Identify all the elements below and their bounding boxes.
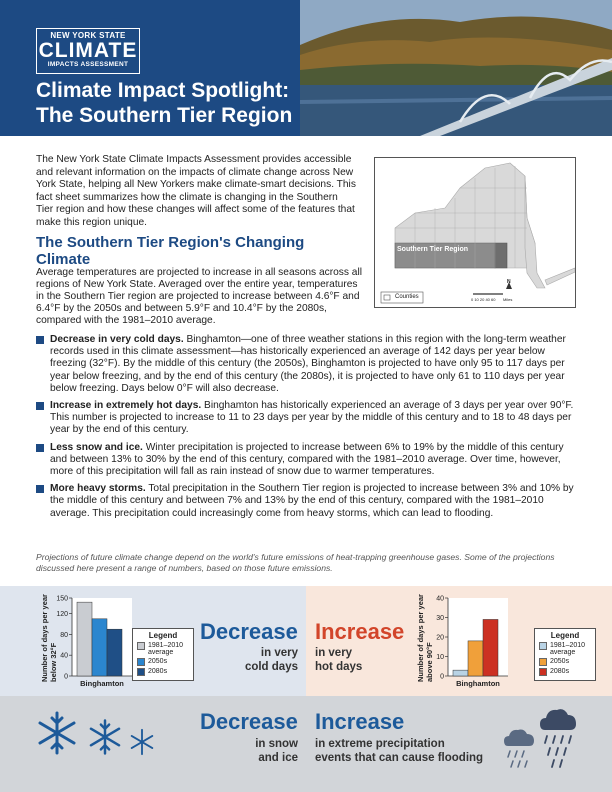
bullet-lead: More heavy storms. <box>50 483 146 495</box>
hot-chart-bar <box>453 670 468 676</box>
cold-chart-tick-label: 150 <box>56 595 68 603</box>
bullet-lead: Increase in extremely hot days. <box>50 400 202 412</box>
title-line1: Climate Impact Spotlight: <box>36 79 290 102</box>
hot-panel-heading: Increase <box>315 619 405 644</box>
logo-line2: CLIMATE <box>38 39 138 62</box>
legend-swatch <box>539 668 547 676</box>
cold-panel-sub2: cold days <box>244 661 298 673</box>
projections-note: Projections of future climate change depend on the world's future emissions of heat-trapping greenhouse gases. Some of the projections discussed here present a range of numbers, based on those future emissions. <box>36 552 555 573</box>
hot-chart-bar <box>483 619 498 676</box>
legend-item <box>137 668 189 676</box>
flood-panel-sub1: in extreme precipitation <box>315 738 445 750</box>
section-paragraph: Average temperatures are projected to increase in all seasons across all regions of New York State. Averaged over the entire year, temperatures in the Southern Tier region are projected to increase between 4.6°F and 6.4°F by the 2050s and between 5.9°F and 10.4°F by the 2080s, compared with the 1981–2010 average. <box>36 267 362 327</box>
bullet-lead: Less snow and ice. <box>50 441 143 453</box>
snow-panel-sub1: in snow <box>255 738 298 750</box>
hot-chart-tick-label: 0 <box>440 673 444 681</box>
snowflake-icon <box>128 728 156 756</box>
cold-chart-legend <box>132 628 194 681</box>
legend-label: 2080s <box>148 668 168 675</box>
legend-item <box>539 668 591 676</box>
hot-days-panel <box>306 586 612 696</box>
cold-panel-sub1: in very <box>260 647 298 659</box>
ny-map-graphic <box>375 158 576 308</box>
hot-chart-legend <box>534 628 596 681</box>
map-scale-label: 0 10 20 40 60 <box>471 297 496 302</box>
intro-text: The New York State Climate Impacts Assessment provides accessible and relevant information on the impacts of climate change across New York State, helping all New Yorkers make climate-smart decisions. This fact sheet summarizes how the climate is changing in the Southern Tier region and how these changes will affect some of the features that make this region unique. <box>36 154 356 228</box>
legend-swatch <box>137 658 145 666</box>
cold-chart-tick-label: 40 <box>60 652 68 660</box>
list-item <box>36 442 576 479</box>
bullet-square <box>36 402 44 410</box>
bridge-photo <box>300 0 612 136</box>
map-north-label: N <box>507 279 511 285</box>
nys-climate-logo <box>36 28 140 74</box>
list-item <box>36 400 576 437</box>
legend-label: 1981–2010 average <box>550 642 586 656</box>
header-banner <box>0 0 612 136</box>
snowflake-icon <box>86 718 124 756</box>
bullet-square <box>36 336 44 344</box>
region-map <box>374 157 576 308</box>
logo-line1: NEW YORK STATE <box>50 31 126 40</box>
cold-panel-heading: Decrease <box>200 619 298 644</box>
bullet-lead: Decrease in very cold days. <box>50 334 184 345</box>
logo-line3: IMPACTS ASSESSMENT <box>47 61 129 68</box>
cold-chart-bar <box>77 602 92 676</box>
legend-swatch <box>137 668 145 676</box>
snow-panel-sub2: and ice <box>258 752 298 764</box>
hot-chart-bar <box>468 641 483 676</box>
flood-panel-heading: Increase <box>315 709 405 734</box>
snow-panel <box>0 696 306 792</box>
cold-chart-bar <box>92 619 107 676</box>
title-line2: The Southern Tier Region <box>36 104 293 127</box>
legend-swatch <box>539 642 547 650</box>
legend-item <box>137 658 189 666</box>
bullet-text: Winter precipitation is projected to increase between 6% to 19% by the middle of this century and between 13% to 30% by the end of this century, compared with the 1981–2010 average. Over time, however, more of this precipitation will fall as rain instead of snow due to warmer temperatures. <box>50 441 564 478</box>
map-scale-unit: Miles <box>503 297 513 302</box>
legend-item <box>539 642 591 656</box>
legend-item <box>137 642 189 656</box>
flood-panel-sub2: events that can cause flooding <box>315 752 484 764</box>
list-item <box>36 483 576 520</box>
legend-title: Legend <box>550 631 580 640</box>
hot-chart-tick-label: 10 <box>436 654 444 661</box>
cold-chart-category-label: Binghamton <box>80 679 124 688</box>
hot-chart-ylabel: Number of days per year above 90°F <box>416 594 434 682</box>
legend-label: 1981–2010 average <box>148 642 184 656</box>
list-item <box>36 334 576 395</box>
storm-cloud-icon <box>502 726 536 772</box>
legend-title: Legend <box>148 631 178 640</box>
hot-chart-tick-label: 20 <box>436 634 444 642</box>
legend-item <box>539 658 591 666</box>
bullet-square <box>36 485 44 493</box>
hot-panel-sub2: hot days <box>315 661 363 673</box>
hot-panel-sub1: in very <box>315 647 353 659</box>
page-title <box>36 78 292 128</box>
bullet-text: Total precipitation in the Southern Tier region is projected to increase between 3% and 10% by the middle of this century and between 7% and 13% by the end of this century, compared with the 1981–2010 average. This precipitation could increasingly come from heavy storms, which can lead to flooding. <box>50 483 574 519</box>
cold-chart-ylabel: Number of days per year below 32°F <box>40 594 58 682</box>
legend-swatch <box>539 658 547 666</box>
cold-days-panel <box>0 586 306 696</box>
hot-chart-tick-label: 30 <box>436 615 444 622</box>
cold-chart-tick-label: 120 <box>56 611 68 619</box>
cold-chart-tick-label: 0 <box>64 673 68 681</box>
hot-chart-category-label: Binghamton <box>456 679 500 688</box>
storm-cloud-icon <box>538 706 578 772</box>
bullet-list <box>36 334 576 525</box>
snow-panel-heading: Decrease <box>200 709 298 734</box>
map-legend-label: Counties <box>395 294 419 300</box>
legend-label: 2080s <box>550 668 570 675</box>
snowflake-icon <box>34 710 80 756</box>
section-heading: The Southern Tier Region's Changing Climate <box>36 234 305 268</box>
cold-chart-tick-label: 80 <box>60 631 68 639</box>
cold-chart-bar <box>107 629 122 676</box>
bullet-square <box>36 444 44 452</box>
bullet-text: Binghamton—one of three weather stations in this region with the long-term weather records used in this climate assessment—has historically experienced an average of 142 days per year below freezing (32°F). By the middle of this century (the 2050s), Binghamton is projected to have only 95 to 117 days per year below freezing, and by the end of this century (the 2080s), it is projected to have only 61 to 110 days per year below freezing. Days below 0°F will also decrease. <box>50 334 566 394</box>
map-region-label: Southern Tier Region <box>397 246 469 253</box>
legend-swatch <box>137 642 145 650</box>
legend-label: 2050s <box>148 658 168 665</box>
hot-chart-tick-label: 40 <box>436 595 444 603</box>
legend-label: 2050s <box>550 658 570 665</box>
flooding-panel <box>306 696 612 792</box>
bullet-text: Binghamton has historically experienced an average of 3 days per year over 90°F. This number is projected to increase to 11 to 23 days per year by the middle of this century and to 18 to 48 days per year by the end of this century. <box>50 400 574 436</box>
